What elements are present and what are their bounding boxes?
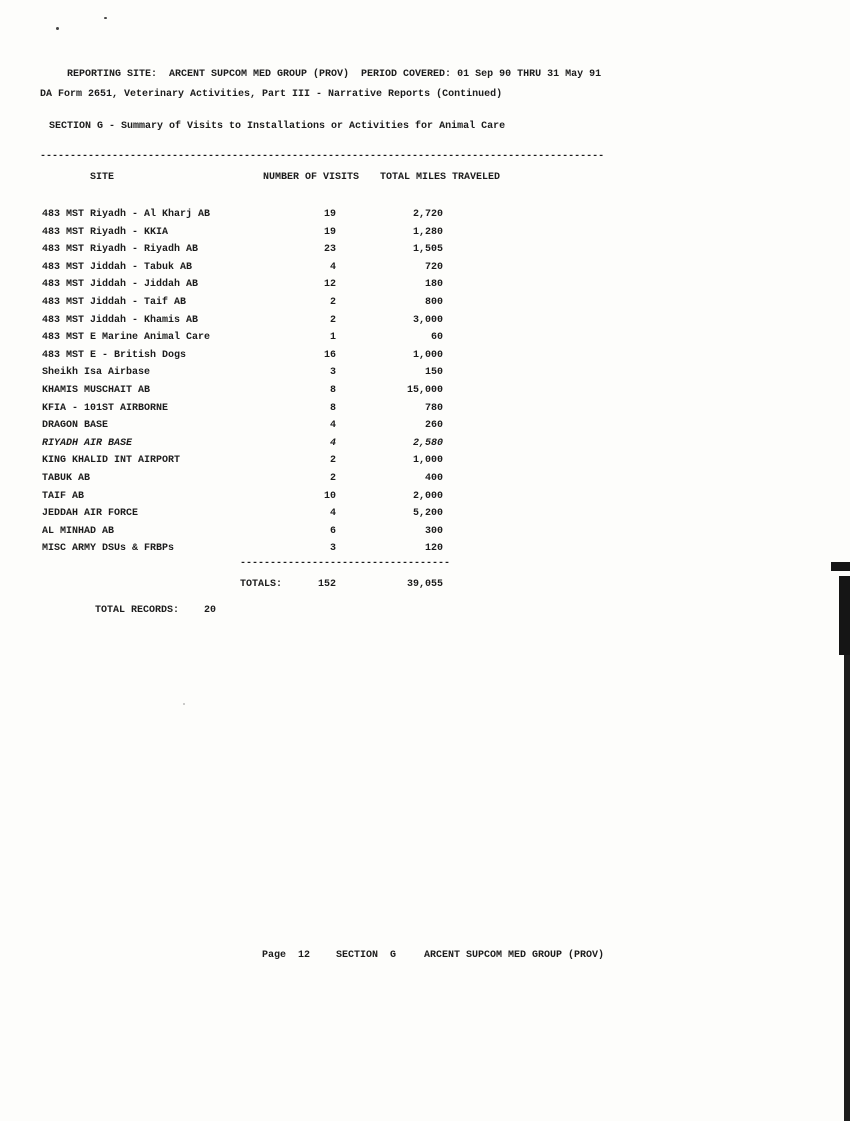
- visits-cell: 3: [329, 367, 336, 379]
- footer-page-number: Page 12: [262, 950, 311, 961]
- visits-cell: 2: [329, 472, 336, 484]
- site-cell: TABUK AB: [42, 472, 91, 484]
- table-row: [42, 523, 443, 541]
- site-cell: DRAGON BASE: [42, 420, 109, 432]
- visits-table: [42, 206, 443, 558]
- visits-cell: 19: [323, 226, 336, 238]
- visits-cell: 4: [329, 437, 336, 449]
- table-separator-top: ----------------------------------------------------------------------------------------------: [40, 151, 605, 162]
- scan-speck: [183, 703, 185, 705]
- table-row: [42, 241, 443, 259]
- section-heading: SECTION G - Summary of Visits to Installations or Activities for Animal Care: [49, 121, 506, 132]
- site-cell: KHAMIS MUSCHAIT AB: [42, 384, 151, 396]
- visits-cell: 4: [329, 261, 336, 273]
- scan-speck: [104, 17, 107, 19]
- totals-miles-value: 39,055: [407, 579, 444, 590]
- miles-cell: 180: [424, 279, 443, 291]
- scan-artifact-mark: [831, 562, 850, 571]
- table-row: [42, 382, 443, 400]
- visits-cell: 19: [323, 209, 336, 220]
- miles-cell: 400: [424, 472, 443, 484]
- table-row: [42, 347, 443, 365]
- miles-cell: 1,000: [412, 349, 443, 361]
- table-row: [42, 312, 443, 330]
- totals-separator: -----------------------------------: [240, 558, 451, 569]
- visits-cell: 8: [329, 402, 336, 414]
- table-row: [42, 540, 443, 558]
- table-row: [42, 294, 443, 312]
- miles-cell: 120: [424, 543, 443, 555]
- visits-cell: 2: [329, 314, 336, 326]
- visits-cell: 2: [329, 455, 336, 467]
- site-cell: 483 MST Riyadh - KKIA: [42, 226, 169, 238]
- miles-cell: 260: [424, 420, 443, 432]
- site-cell: 483 MST Riyadh - Riyadh AB: [42, 244, 199, 256]
- scan-artifact-bar: [839, 576, 850, 655]
- site-cell: JEDDAH AIR FORCE: [42, 508, 139, 520]
- visits-cell: 4: [329, 508, 336, 520]
- miles-cell: 1,000: [412, 455, 443, 467]
- visits-cell: 10: [323, 490, 336, 502]
- site-cell: 483 MST E - British Dogs: [42, 349, 187, 361]
- table-row: [42, 400, 443, 418]
- miles-cell: 3,000: [412, 314, 443, 326]
- miles-cell: 300: [424, 525, 443, 537]
- footer-section-label: SECTION G: [336, 950, 397, 961]
- miles-cell: 1,505: [412, 244, 443, 256]
- table-row: [42, 417, 443, 435]
- site-cell: Sheikh Isa Airbase: [42, 367, 151, 379]
- table-row: [42, 505, 443, 523]
- total-records-label: TOTAL RECORDS:: [95, 605, 180, 616]
- table-row: [42, 364, 443, 382]
- report-header-line1: REPORTING SITE: ARCENT SUPCOM MED GROUP (PROV) PERIOD COVERED: 01 Sep 90 THRU 31 May 91: [67, 69, 602, 80]
- site-cell: MISC ARMY DSUs & FRBPs: [42, 543, 175, 555]
- table-row: [42, 470, 443, 488]
- miles-cell: 800: [424, 296, 443, 308]
- visits-cell: 16: [323, 349, 336, 361]
- visits-cell: 1: [329, 332, 336, 344]
- table-row: [42, 329, 443, 347]
- totals-visits-value: 152: [318, 579, 337, 590]
- site-cell: 483 MST Jiddah - Khamis AB: [42, 314, 199, 326]
- table-row: [42, 435, 443, 453]
- miles-cell: 780: [424, 402, 443, 414]
- table-row: [42, 224, 443, 242]
- table-row: [42, 452, 443, 470]
- column-header-visits: NUMBER OF VISITS: [263, 172, 360, 183]
- visits-cell: 2: [329, 296, 336, 308]
- total-records-value: 20: [204, 605, 217, 616]
- miles-cell: 1,280: [412, 226, 443, 238]
- site-cell: 483 MST Jiddah - Jiddah AB: [42, 279, 199, 291]
- miles-cell: 2,000: [412, 490, 443, 502]
- site-cell: KING KHALID INT AIRPORT: [42, 455, 181, 467]
- totals-label: TOTALS:: [240, 579, 283, 590]
- miles-cell: 150: [424, 367, 443, 379]
- column-header-miles: TOTAL MILES TRAVELED: [380, 172, 501, 183]
- site-cell: 483 MST Jiddah - Tabuk AB: [42, 261, 193, 273]
- scan-artifact-strip: [844, 655, 850, 1121]
- scan-speck: [56, 27, 59, 30]
- site-cell: AL MINHAD AB: [42, 525, 115, 537]
- site-cell: RIYADH AIR BASE: [42, 437, 133, 449]
- miles-cell: 2,720: [412, 209, 443, 220]
- miles-cell: 5,200: [412, 508, 443, 520]
- visits-cell: 8: [329, 384, 336, 396]
- visits-cell: 6: [329, 525, 336, 537]
- table-row: [42, 488, 443, 506]
- miles-cell: 720: [424, 261, 443, 273]
- site-cell: 483 MST Jiddah - Taif AB: [42, 296, 187, 308]
- miles-cell: 2,580: [412, 437, 443, 449]
- visits-cell: 3: [329, 543, 336, 555]
- site-cell: KFIA - 101ST AIRBORNE: [42, 402, 169, 414]
- table-row: [42, 259, 443, 277]
- site-cell: 483 MST Riyadh - Al Kharj AB: [42, 209, 211, 220]
- report-header-line2: DA Form 2651, Veterinary Activities, Part III - Narrative Reports (Continued): [40, 89, 503, 100]
- miles-cell: 15,000: [406, 384, 443, 396]
- site-cell: 483 MST E Marine Animal Care: [42, 332, 211, 344]
- footer-org-label: ARCENT SUPCOM MED GROUP (PROV): [424, 950, 605, 961]
- visits-cell: 4: [329, 420, 336, 432]
- visits-cell: 12: [323, 279, 336, 291]
- column-header-site: SITE: [90, 172, 115, 183]
- visits-cell: 23: [323, 244, 336, 256]
- site-cell: TAIF AB: [42, 490, 85, 502]
- table-row: [42, 206, 443, 224]
- table-row: [42, 276, 443, 294]
- miles-cell: 60: [430, 332, 443, 344]
